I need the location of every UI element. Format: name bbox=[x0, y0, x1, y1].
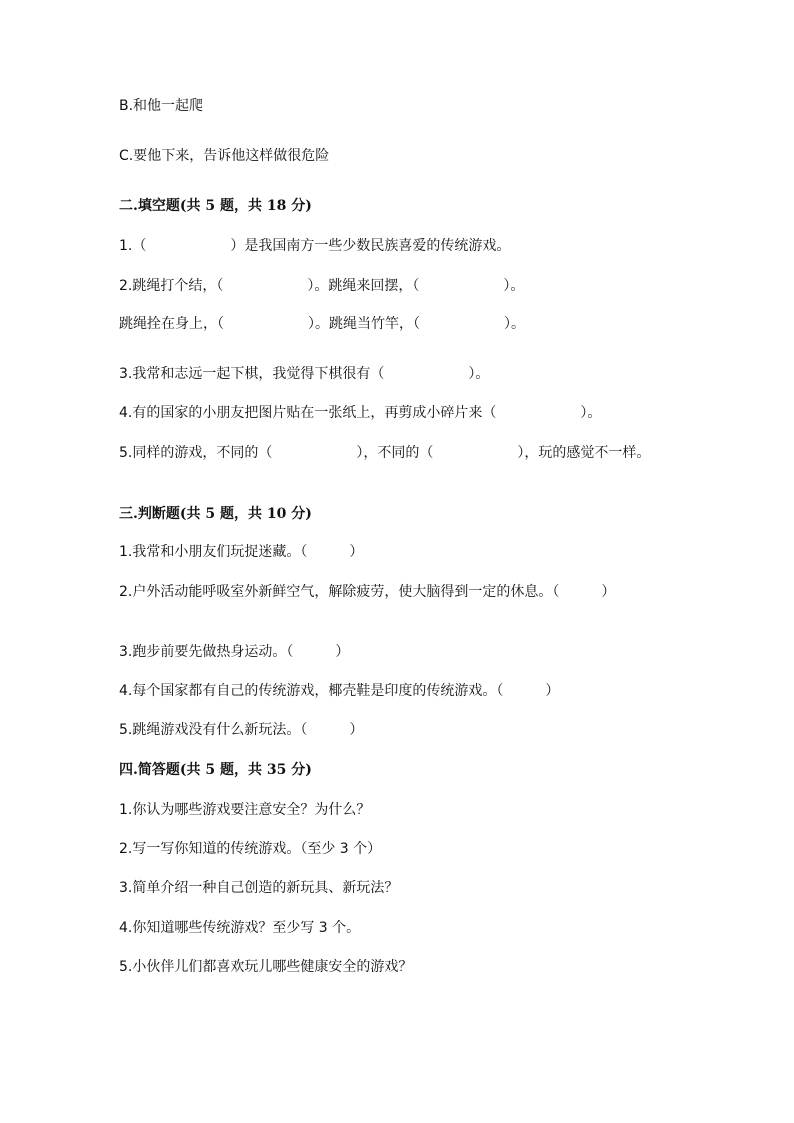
judge-question-5: 5.跳绳游戏没有什么新玩法。（ ） bbox=[119, 722, 364, 738]
short-question-5: 5.小伙伴儿们都喜欢玩儿哪些健康安全的游戏？ bbox=[119, 959, 413, 975]
section-heading-fill-in: 二.填空题(共 5 题，共 18 分) bbox=[119, 198, 312, 214]
section-heading-true-false: 三.判断题(共 5 题，共 10 分) bbox=[119, 506, 312, 522]
judge-question-2: 2.户外活动能呼吸室外新鲜空气，解除疲劳，使大脑得到一定的休息。（ ） bbox=[119, 584, 616, 600]
judge-question-1: 1.我常和小朋友们玩捉迷藏。（ ） bbox=[119, 544, 364, 560]
fill-question-1: 1.（ ）是我国南方一些少数民族喜爱的传统游戏。 bbox=[119, 238, 511, 254]
judge-question-4: 4.每个国家都有自己的传统游戏，椰壳鞋是印度的传统游戏。（ ） bbox=[119, 683, 560, 699]
fill-question-2-line-1: 2.跳绳打个结，（ ）。跳绳来回摆，（ ）。 bbox=[119, 278, 525, 294]
judge-question-3: 3.跑步前要先做热身运动。（ ） bbox=[119, 644, 350, 660]
section-heading-short-answer: 四.简答题(共 5 题，共 35 分) bbox=[119, 762, 312, 778]
fill-question-4: 4.有的国家的小朋友把图片贴在一张纸上，再剪成小碎片来（ ）。 bbox=[119, 405, 602, 421]
short-question-3: 3.简单介绍一种自己创造的新玩具、新玩法？ bbox=[119, 880, 399, 896]
fill-question-2-line-2: 跳绳拴在身上，（ ）。跳绳当竹竿，（ ）。 bbox=[119, 316, 525, 332]
short-question-1: 1.你认为哪些游戏要注意安全？为什么？ bbox=[119, 802, 371, 818]
option-c: C.要他下来，告诉他这样做很危险 bbox=[119, 148, 330, 164]
fill-question-3: 3.我常和志远一起下棋，我觉得下棋很有（ ）。 bbox=[119, 366, 490, 382]
fill-question-5: 5.同样的游戏，不同的（ ），不同的（ ），玩的感觉不一样。 bbox=[119, 445, 651, 461]
short-question-4: 4.你知道哪些传统游戏？至少写 3 个。 bbox=[119, 920, 361, 936]
short-question-2: 2.写一写你知道的传统游戏。（至少 3 个） bbox=[119, 841, 382, 857]
option-b: B.和他一起爬 bbox=[119, 98, 204, 114]
